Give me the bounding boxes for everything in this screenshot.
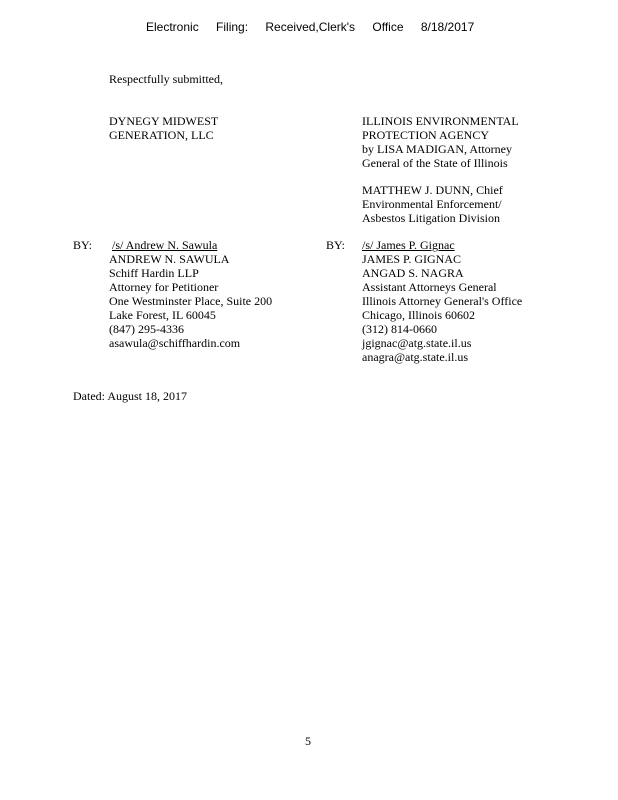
by-label-left: BY: xyxy=(73,238,92,252)
right-party-line: PROTECTION AGENCY xyxy=(362,128,490,142)
by-label-right: BY: xyxy=(326,238,345,252)
right-signature-block xyxy=(362,238,522,364)
right-sig-line: ANGAD S. NAGRA xyxy=(362,266,464,280)
right-sig-line: Illinois Attorney General's Office xyxy=(362,294,523,308)
left-sig-line: One Westminster Place, Suite 200 xyxy=(109,294,273,308)
header-electronic: Electronic xyxy=(146,20,199,34)
left-sig-line: Lake Forest, IL 60045 xyxy=(109,308,216,322)
right-sig-line: JAMES P. GIGNAC xyxy=(362,252,462,266)
right-signature: /s/ James P. Gignac xyxy=(362,238,455,252)
right-party-line: General of the State of Illinois xyxy=(362,156,508,170)
dated-line: Dated: August 18, 2017 xyxy=(73,389,187,403)
left-signature: /s/ Andrew N. Sawula xyxy=(112,238,218,252)
left-sig-line: (847) 295-4336 xyxy=(109,322,184,336)
right-sig-line: Assistant Attorneys General xyxy=(362,280,497,294)
right-party-block xyxy=(362,114,519,170)
right-party-division-line: MATTHEW J. DUNN, Chief xyxy=(362,183,503,197)
closing-line: Respectfully submitted, xyxy=(109,72,223,86)
right-party-division-line: Asbestos Litigation Division xyxy=(362,211,500,225)
right-sig-email: anagra@atg.state.il.us xyxy=(362,350,469,364)
right-party-line: ILLINOIS ENVIRONMENTAL xyxy=(362,114,519,128)
right-party-division-block xyxy=(362,183,503,225)
header-office: Office xyxy=(372,20,404,34)
right-party-line: by LISA MADIGAN, Attorney xyxy=(362,142,512,156)
right-sig-line: Chicago, Illinois 60602 xyxy=(362,308,475,322)
right-sig-email: jgignac@atg.state.il.us xyxy=(362,336,472,350)
left-sig-email: asawula@schiffhardin.com xyxy=(109,336,241,350)
left-party-line: DYNEGY MIDWEST xyxy=(109,114,219,128)
filing-stamp-header xyxy=(146,20,488,34)
left-party-block xyxy=(109,114,218,142)
left-sig-line: ANDREW N. SAWULA xyxy=(109,252,230,266)
left-sig-line: Schiff Hardin LLP xyxy=(109,266,199,280)
header-received: Received,Clerk's xyxy=(265,20,356,34)
page-number: 5 xyxy=(305,734,311,748)
header-date: 8/18/2017 xyxy=(420,20,475,34)
left-party-line: GENERATION, LLC xyxy=(109,128,214,142)
right-sig-line: (312) 814-0660 xyxy=(362,322,437,336)
right-party-division-line: Environmental Enforcement/ xyxy=(362,197,502,211)
left-signature-block xyxy=(109,238,272,350)
left-sig-line: Attorney for Petitioner xyxy=(109,280,219,294)
header-filing: Filing: xyxy=(216,20,249,34)
